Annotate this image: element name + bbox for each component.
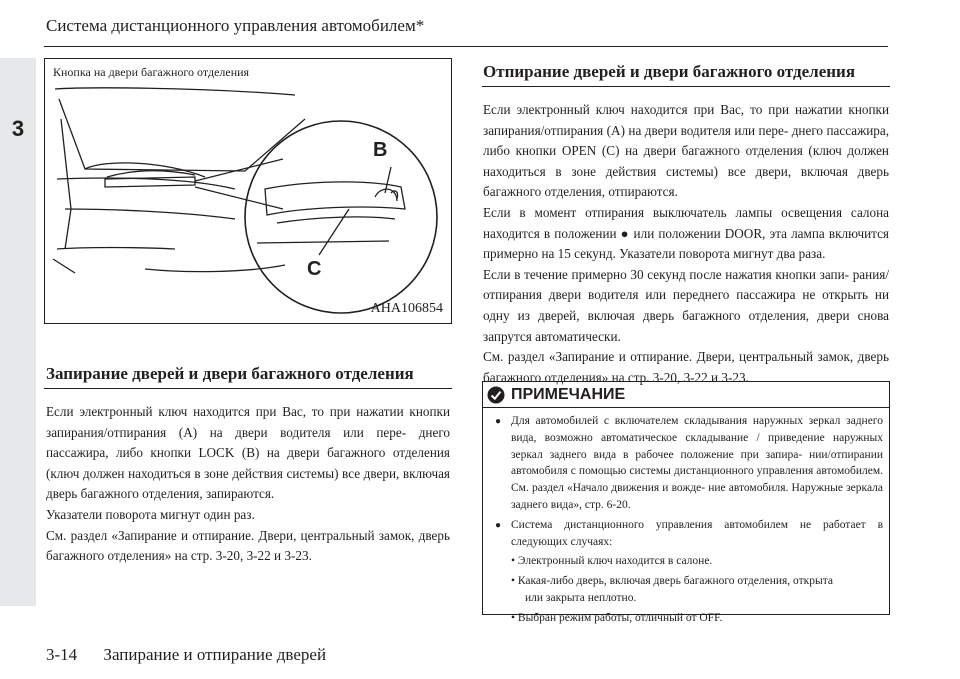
note-subitem-continuation: или закрыта неплотно.	[525, 591, 637, 604]
note-body	[483, 408, 889, 627]
unlock-paragraph: См. раздел «Запирание и отпирание. Двери, центральный замок, дверь багажного отделения» на стр. 3-20, 3-22 и 3-23.	[483, 349, 889, 385]
lock-paragraph: Указатели поворота мигнут один раз.	[46, 506, 255, 522]
chapter-tab: 3	[11, 116, 25, 141]
lock-section-title: Запирание дверей и двери багажного отделения	[46, 364, 414, 383]
bullet-icon: ●	[495, 416, 502, 427]
lock-paragraph: См. раздел «Запирание и отпирание. Двери, центральный замок, дверь багажного отделения» на стр. 3-20, 3-22 и 3-23.	[46, 527, 450, 564]
note-bullet	[495, 517, 883, 551]
footer-title: Запирание и отпирание дверей	[103, 645, 327, 664]
tailgate-figure	[44, 58, 452, 324]
note-bullet	[495, 413, 883, 514]
running-header: Система дистанционного управления автомобилем*	[46, 16, 425, 35]
lock-section-rule	[44, 388, 452, 389]
callout-c-label: C	[307, 258, 322, 280]
figure-caption: Кнопка на двери багажного отделения	[53, 65, 250, 79]
unlock-paragraph: Если электронный ключ находится при Вас, то при нажатии кнопки запирания/отпирания (A) на двери водителя или пере- днего пассажира, либо кнопки OPEN (C) на двери багажного отделения (ключ должен находиться в зоне действия системы) все двери, включая дверь багажного отделения, отпираются.	[483, 102, 889, 200]
check-icon	[487, 386, 505, 404]
unlock-section-title: Отпирание дверей и двери багажного отделения	[483, 62, 856, 81]
page-number: 3-14	[46, 645, 78, 664]
header-rule	[44, 46, 888, 47]
note-subitem: • Выбран режим работы, отличный от OFF.	[511, 611, 723, 624]
note-bullet-text: Система дистанционного управления автомобилем не работает в следующих случаях:	[511, 518, 883, 548]
unlock-paragraph: Если в течение примерно 30 секунд после нажатия кнопки запи- рания/отпирания двери водителя или переднего пассажира не открыть ни одну из дверей, включая дверь багажного отделения, двери снова запрутся автоматически.	[483, 266, 889, 344]
unlock-section-rule	[482, 86, 890, 87]
bullet-icon: ●	[495, 519, 502, 531]
callout-b-label: B	[373, 139, 388, 161]
lock-paragraph: Если электронный ключ находится при Вас, то при нажатии кнопки запирания/отпирания (A) на двери водителя или пере- днего пассажира, либо кнопки LOCK (B) на двери багажного отделения (ключ должен находиться в зоне действия системы) все двери, включая дверь багажного отделения, запираются.	[46, 404, 450, 502]
note-bullet-text: Для автомобилей с включателем складывания наружных зеркал заднего вида, возможно автоматическое складывание / приведение наружных зеркал заднего вида в рабочее положение при запира- нии/отпирании автомобиля с помощью системы дистанционного управления автомобилем. См. раздел «Начало движения и вожде- ние автомобиля. Наружные зеркала заднего вида», стр. 6-20.	[511, 415, 883, 511]
page-footer	[46, 645, 326, 665]
note-title: ПРИМЕЧАНИЕ	[511, 385, 626, 403]
tailgate-illustration	[45, 59, 451, 323]
figure-code: AHA106854	[370, 301, 443, 316]
unlock-paragraph: Если в момент отпирания выключатель лампы освещения салона находится в положении ● или положении DOOR, эта лампа включится примерно на 15 секунд. Указатели поворота мигнут два раза.	[483, 204, 889, 262]
note-box	[482, 381, 890, 624]
note-header	[483, 382, 889, 408]
lock-section-body	[46, 402, 450, 567]
note-subitem: • Электронный ключ находится в салоне.	[511, 555, 713, 568]
unlock-section-body	[483, 100, 889, 388]
note-subitem: • Какая-либо дверь, включая дверь багажного отделения, открыта	[511, 575, 833, 588]
